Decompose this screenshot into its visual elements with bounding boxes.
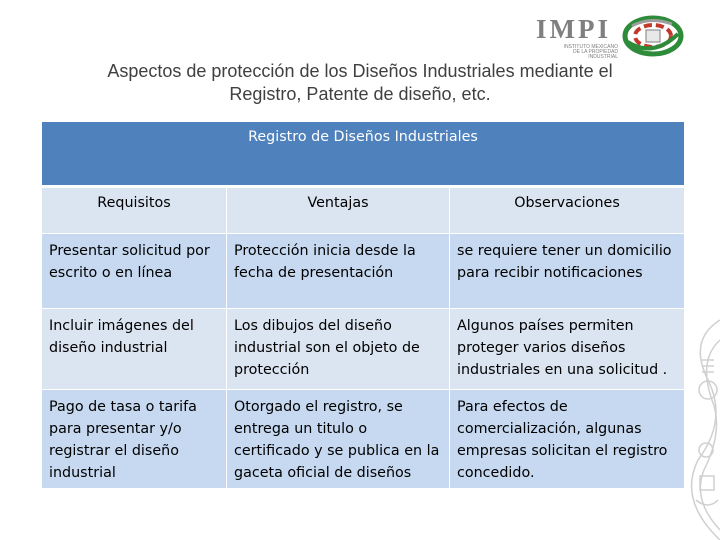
column-header-observaciones: Observaciones — [450, 187, 685, 234]
table-row — [42, 390, 685, 489]
logo-subtitle — [538, 45, 618, 60]
table-cell: Presentar solicitud por escrito o en línea — [42, 234, 227, 309]
table-cell: Para efectos de comercialización, algunas empresas solicitan el registro concedido. — [450, 390, 685, 489]
table-cell: Protección inicia desde la fecha de presentación — [227, 234, 450, 309]
table-cell: Algunos países permiten proteger varios diseños industriales en una solicitud . — [450, 309, 685, 390]
table-row — [42, 309, 685, 390]
logo-subtitle-line-1: INSTITUTO MEXICANO — [563, 44, 618, 50]
title-line-1: Aspectos de protección de los Diseños Industriales mediante el — [107, 61, 613, 81]
table-cell: Los dibujos del diseño industrial son el objeto de protección — [227, 309, 450, 390]
table-cell: Otorgado el registro, se entrega un titulo o certificado y se publica en la gaceta oficial de diseños — [227, 390, 450, 489]
table-cell: Pago de tasa o tarifa para presentar y/o registrar el diseño industrial — [42, 390, 227, 489]
column-header-requisitos: Requisitos — [42, 187, 227, 234]
page-title — [40, 60, 680, 106]
table-cell: se requiere tener un domicilio para recibir notificaciones — [450, 234, 685, 309]
decorative-ornament-icon — [678, 300, 720, 540]
table-cell: Incluir imágenes del diseño industrial — [42, 309, 227, 390]
impi-logo — [528, 12, 698, 62]
title-line-2: Registro, Patente de diseño, etc. — [229, 84, 491, 104]
table-caption: Registro de Diseños Industriales — [42, 122, 685, 187]
logo-name: IMPI — [536, 14, 611, 44]
designs-table — [41, 121, 685, 489]
logo-subtitle-line-2: DE LA PROPIEDAD — [572, 49, 618, 55]
column-header-ventajas: Ventajas — [227, 187, 450, 234]
impi-emblem-icon — [620, 12, 686, 60]
logo-subtitle-line-3: INDUSTRIAL — [588, 54, 618, 60]
table-row — [42, 234, 685, 309]
